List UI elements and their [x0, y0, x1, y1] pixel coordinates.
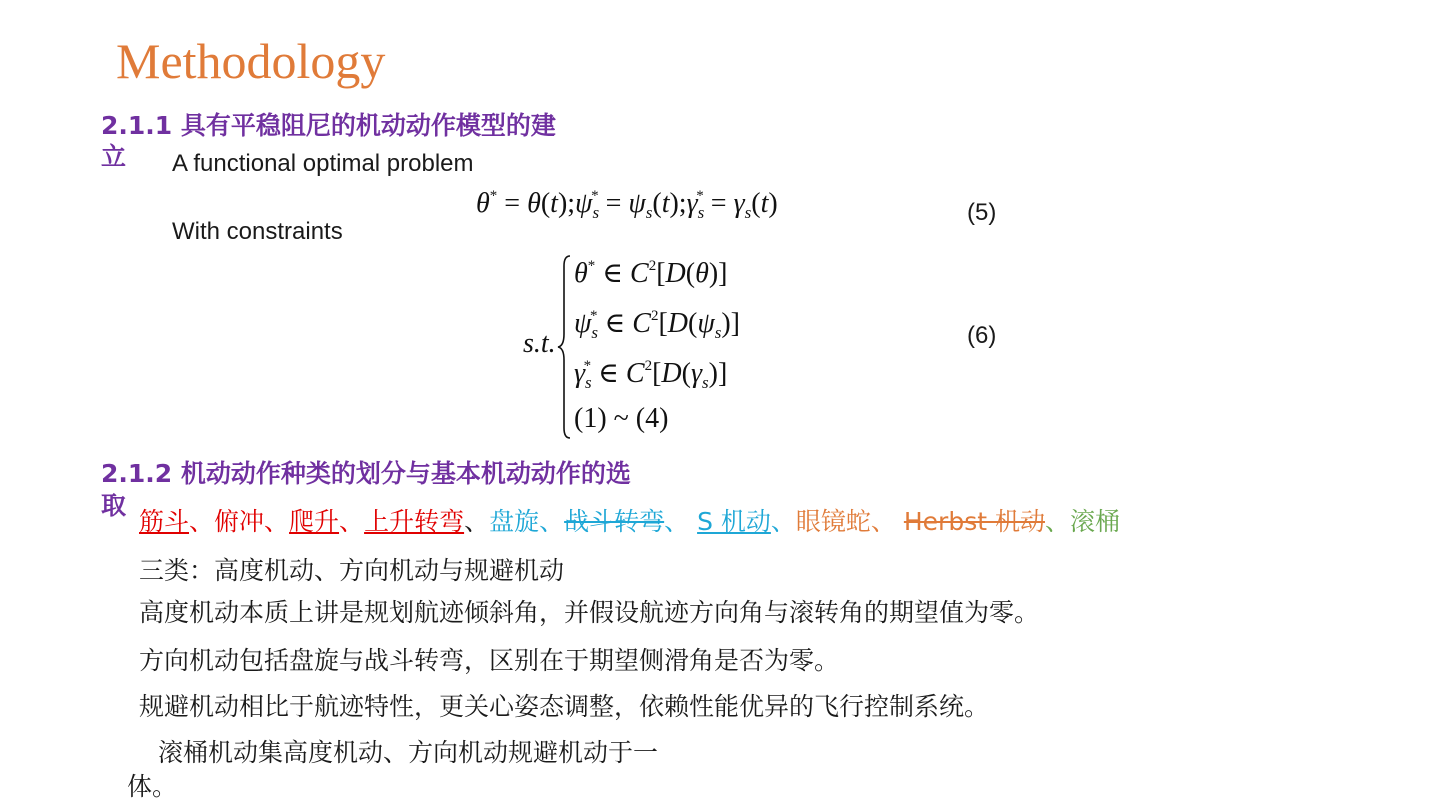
maneuver-item: 、	[1044, 507, 1070, 536]
curly-brace	[556, 254, 572, 440]
equation-6-st: s.t.	[523, 328, 556, 359]
paragraph-evasive-maneuver: 规避机动相比于航迹特性，更关心姿态调整，依赖性能优异的飞行控制系统。	[139, 692, 990, 721]
equation-6-condition-psi: $\psi_s^*$ ∈ $C^2[D(\psi_s)]$	[574, 308, 740, 342]
equation-6-condition-theta: θ* ∈ $C^2[D(\theta)]$	[574, 258, 728, 289]
maneuver-item: 、	[664, 507, 698, 536]
maneuver-item: 上升转弯	[364, 507, 465, 536]
maneuver-item: 爬升	[289, 507, 340, 536]
maneuver-item: Herbst 机动	[903, 507, 1045, 536]
paragraph-barrel-roll-cont: 体。	[127, 772, 178, 801]
maneuver-item: 、	[770, 507, 796, 536]
equation-5-number: (5)	[967, 199, 997, 226]
maneuver-item: 战斗转弯	[564, 507, 665, 536]
paragraph-barrel-roll: 滚桶机动集高度机动、方向机动规避机动于一	[158, 738, 659, 767]
maneuver-item: 筋斗	[139, 507, 190, 536]
maneuver-item: 、	[339, 507, 365, 536]
equation-6-condition-gamma: $\gamma_s^*$ ∈ $C^2[D(\gamma_s)]$	[574, 358, 728, 392]
section-heading-2-1-1: 2.1.1 具有平稳阻尼的机动动作模型的建	[101, 111, 556, 140]
maneuver-item: S 机动	[697, 507, 771, 536]
maneuver-item: 滚桶	[1070, 507, 1121, 536]
constraints-label: With constraints	[172, 218, 343, 245]
problem-label: A functional optimal problem	[172, 150, 474, 177]
section-heading-2-1-2-cont: 取	[101, 491, 127, 520]
paragraph-categories: 三类：高度机动、方向机动与规避机动	[139, 556, 565, 585]
page-title: Methodology	[116, 33, 386, 89]
equation-5: $\theta^* = \theta(t);\psi_s^*$ = $\psi_s(t);\gamma_s^* = \gamma_s(t)$	[476, 188, 778, 222]
maneuver-item: 盘旋、	[489, 507, 565, 536]
maneuver-item: 、俯冲、	[189, 507, 290, 536]
maneuver-item: 、	[464, 507, 490, 536]
paragraph-altitude-maneuver: 高度机动本质上讲是规划航迹倾斜角，并假设航迹方向角与滚转角的期望值为零。	[139, 598, 1040, 627]
maneuver-list	[139, 502, 1120, 538]
section-heading-2-1-1-cont: 立	[101, 142, 127, 171]
paragraph-direction-maneuver: 方向机动包括盘旋与战斗转弯，区别在于期望侧滑角是否为零。	[139, 646, 840, 675]
section-heading-2-1-2: 2.1.2 机动动作种类的划分与基本机动动作的选	[101, 459, 631, 488]
equation-6-number: (6)	[967, 322, 997, 349]
maneuver-item: 眼镜蛇、	[795, 507, 904, 536]
equation-6-condition-ref: (1) ~ (4)	[574, 403, 669, 434]
